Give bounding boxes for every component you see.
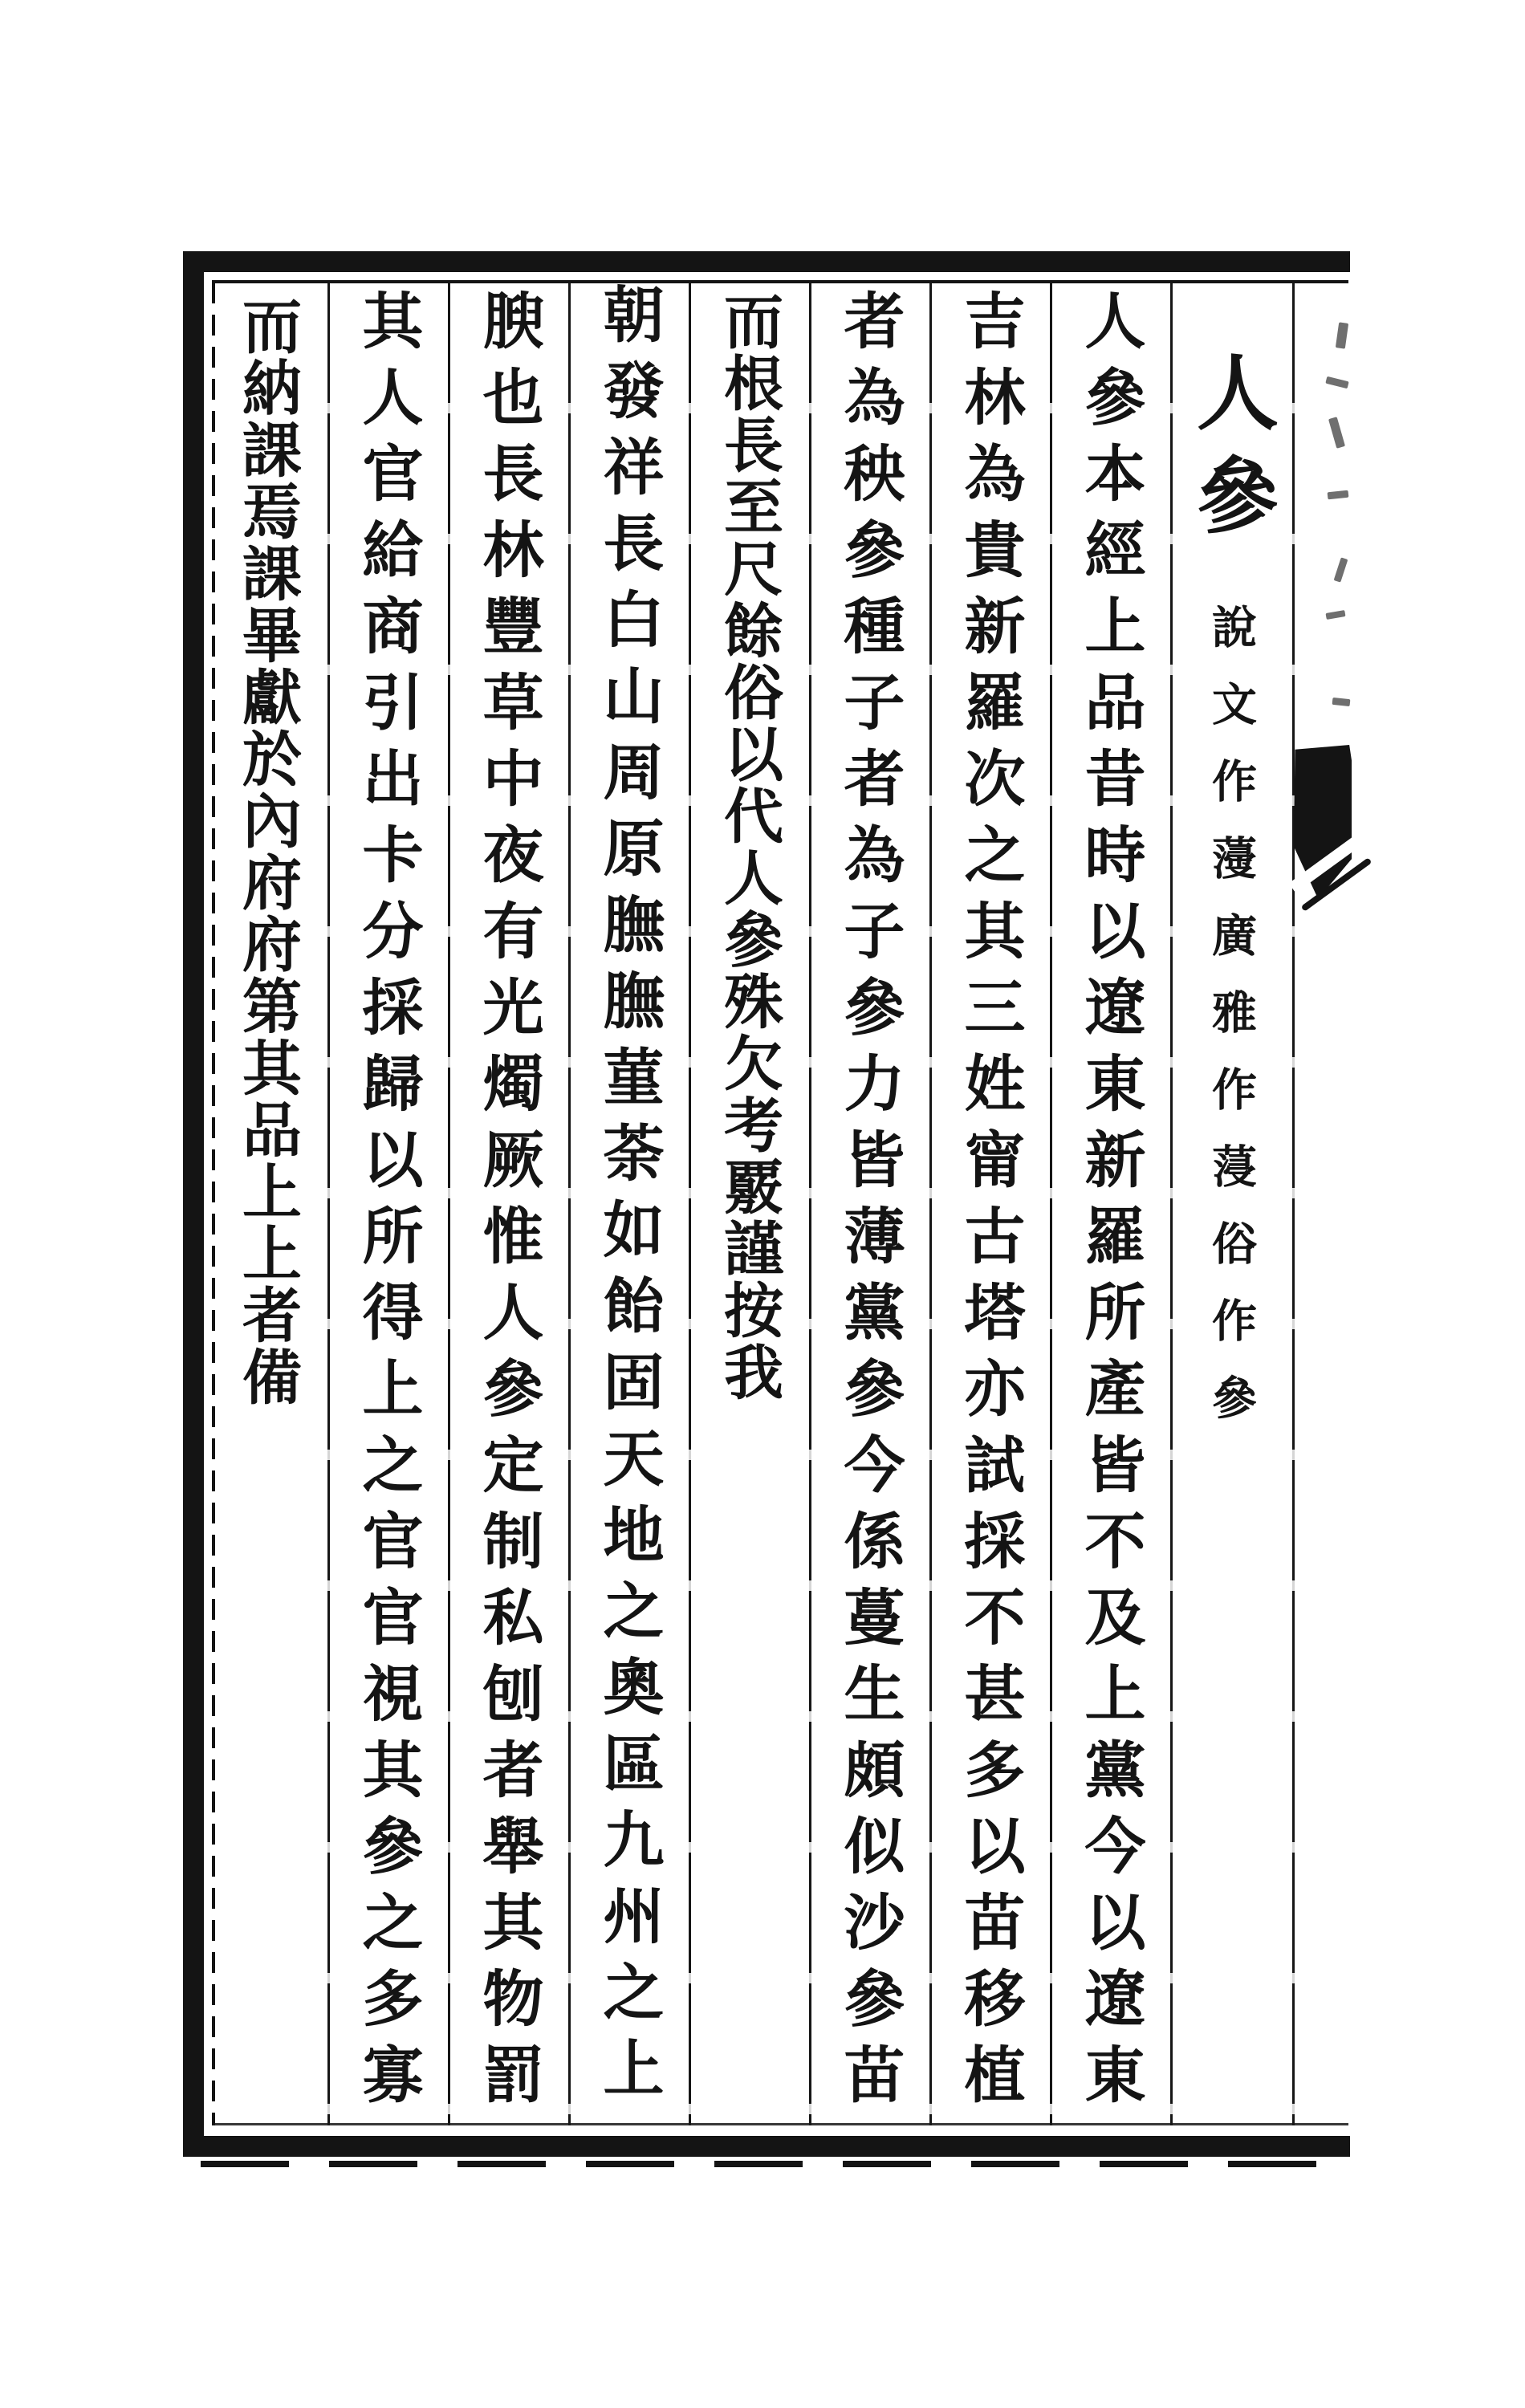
frame-top-rule [183,251,1350,272]
ghost-stroke [1328,490,1349,500]
text-column-2: 吉林為貴新羅次之其三姓甯古塔亦試採不甚多以苗移植 [954,289,1026,2119]
frame-shadow-line [201,2161,1316,2167]
ghost-stroke [1336,322,1348,348]
column-separator [1292,283,1295,2125]
ghost-stroke [1325,376,1348,389]
text-column-3: 者為秧參種子者為子參力皆薄黨參今係蔓生頗似沙參苗 [834,289,905,2119]
frame-bottom-rule [183,2136,1350,2157]
ghost-stroke [1332,698,1351,706]
text-column-8: 而納課焉課畢獻於內府府第其品上上者備 [233,295,302,1408]
text-column-5: 朝發祥長白山周原膴膴菫荼如飴固天地之奧區九州之上 [593,283,665,2113]
text-column-7: 其人官給商引出卡分採歸以所得上之官官視其參之多寡 [352,289,424,2119]
text-column-4: 而根長至尺餘俗以代人參殊欠考覈謹按我 [714,291,783,1403]
entry-title-annotation: 說文作薓廣雅作蓡俗作參 [1205,604,1258,1451]
text-column-6: 腴也長林豐草中夜有光燭厥惟人參定制私刨者舉其物罰 [473,289,544,2119]
ghost-stroke [1328,417,1345,449]
entry-title: 人參 [1183,350,1279,555]
ghost-stroke [1334,557,1348,582]
text-column-1: 人參本經上品昔時以遼東新羅所產皆不及上黨今以遼東 [1075,289,1146,2119]
ghost-stroke [1325,610,1345,620]
frame-left-rule [183,251,204,2157]
